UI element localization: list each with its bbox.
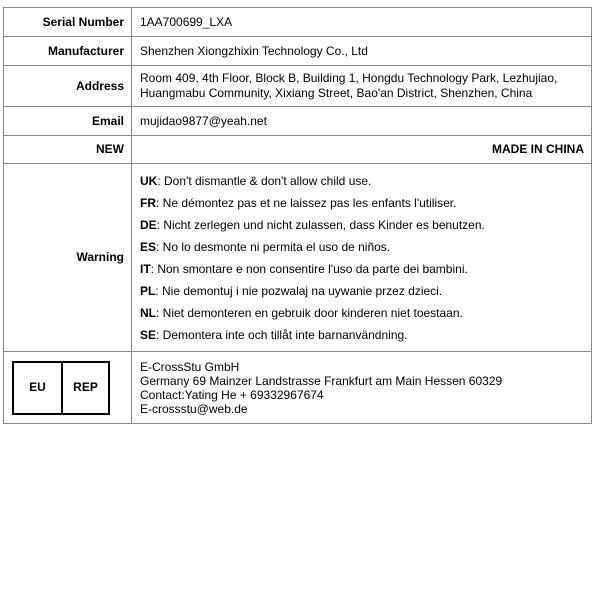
warning-text: : Niet demonteren en gebruik door kinderen niet toestaan. xyxy=(156,305,463,320)
manufacturer-row xyxy=(4,37,592,66)
warning-text: : Nie demontuj i nie pozwalaj na uywanie przez dzieci. xyxy=(155,283,443,298)
manufacturer-value: Shenzhen Xiongzhixin Technology Co., Ltd xyxy=(132,37,592,66)
warning-text: : Demontera inte och tillåt inte barnanvändning. xyxy=(156,327,408,342)
warning-text: : Ne démontez pas et ne laissez pas les enfants l'utiliser. xyxy=(156,195,457,210)
warning-lang-code: FR xyxy=(140,195,156,210)
address-value xyxy=(132,66,592,107)
warning-text: : Nicht zerlegen und nicht zulassen, dass Kinder es benutzen. xyxy=(156,217,485,232)
warning-item xyxy=(140,192,584,214)
manufacturer-label: Manufacturer xyxy=(4,37,132,66)
warning-lang-code: SE xyxy=(140,327,157,342)
eu-rep-symbol-rep: REP xyxy=(73,380,98,394)
serial-number-row xyxy=(4,8,592,37)
warning-row xyxy=(4,164,592,352)
warning-lang-code: ES xyxy=(140,239,157,254)
warning-item xyxy=(140,280,584,302)
eu-rep-address: Germany 69 Mainzer Landstrasse Frankfurt am Main Hessen 60329 xyxy=(140,373,503,388)
warning-item xyxy=(140,236,584,258)
eu-rep-email: E-crossstu@web.de xyxy=(140,401,248,416)
warning-lang-code: DE xyxy=(140,217,157,232)
eu-rep-symbol xyxy=(12,361,110,415)
warning-item xyxy=(140,214,584,236)
address-line-1: Room 409, 4th Floor, Block B, Building 1, Hongdu Technology Park, Lezhujiao, xyxy=(140,71,558,85)
eu-rep-symbol-eu: EU xyxy=(14,363,63,413)
new-label: NEW xyxy=(4,136,132,164)
new-row xyxy=(4,136,592,164)
warning-lang-code: PL xyxy=(140,283,156,298)
email-label: Email xyxy=(4,107,132,136)
made-in-china-text: MADE IN CHINA xyxy=(132,136,592,164)
warning-item xyxy=(140,170,584,192)
warning-lang-code: NL xyxy=(140,305,156,320)
eu-rep-contact: Contact:Yating He + 69332967674 xyxy=(140,387,324,402)
warning-text: : Non smontare e non consentire l'uso da parte dei bambini. xyxy=(150,261,468,276)
serial-number-value: 1AA700699_LXA xyxy=(132,8,592,37)
product-label-table xyxy=(3,7,592,424)
warning-list xyxy=(132,164,592,352)
address-row xyxy=(4,66,592,107)
address-line-2: Huangmabu Community, Xixiang Street, Bao'an District, Shenzhen, China xyxy=(140,86,533,100)
warning-lang-code: IT xyxy=(140,261,151,276)
email-value: mujidao9877@yeah.net xyxy=(132,107,592,136)
eu-rep-row xyxy=(4,352,592,424)
eu-rep-details xyxy=(132,352,592,424)
warning-item xyxy=(140,302,584,324)
warning-text: : No lo desmonte ni permita el uso de niños. xyxy=(156,239,391,254)
warning-label: Warning xyxy=(4,164,132,352)
serial-number-label: Serial Number xyxy=(4,8,132,37)
address-label: Address xyxy=(4,66,132,107)
warning-item xyxy=(140,324,584,346)
eu-rep-company: E-CrossStu GmbH xyxy=(140,359,240,374)
warning-item xyxy=(140,258,584,280)
warning-text: : Don't dismantle & don't allow child use. xyxy=(157,173,372,188)
email-row xyxy=(4,107,592,136)
eu-rep-symbol-cell xyxy=(4,352,132,424)
warning-lang-code: UK xyxy=(140,173,158,188)
